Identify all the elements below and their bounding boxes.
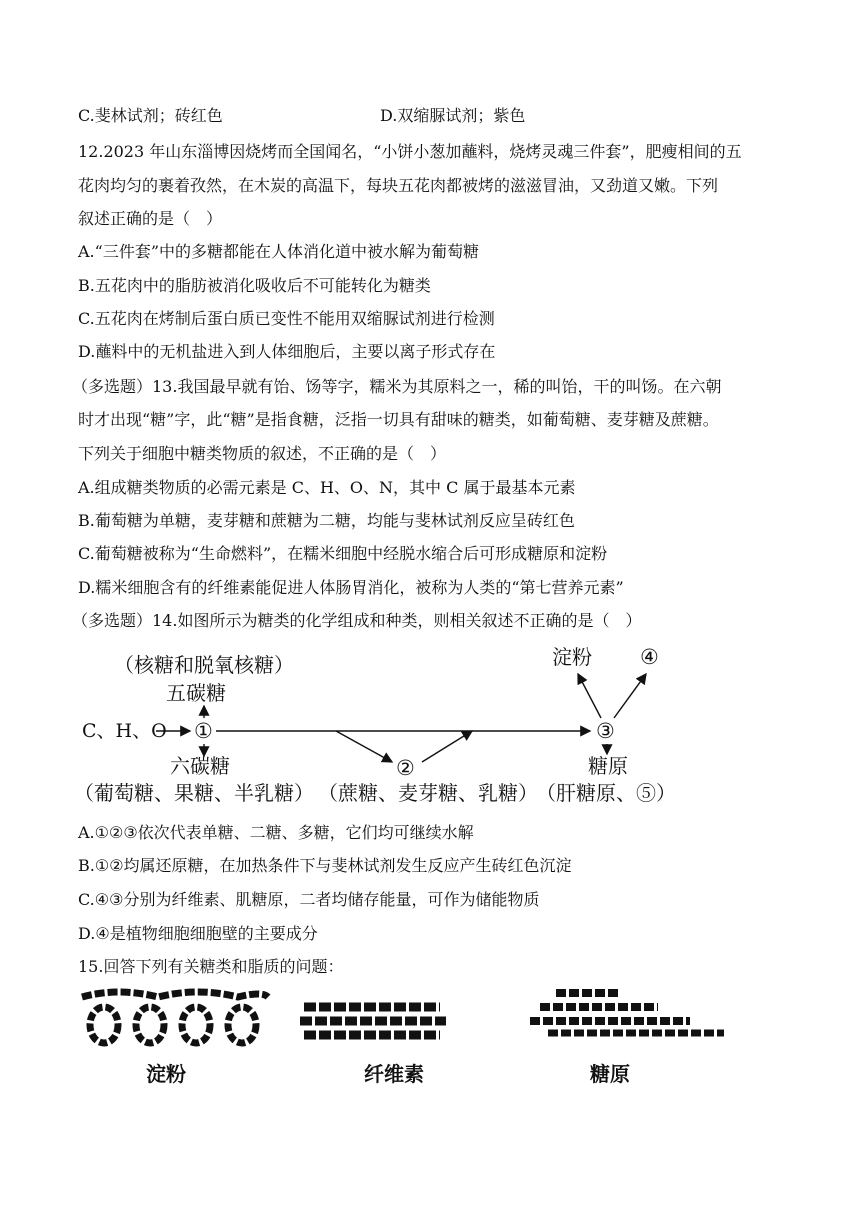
q14-stem: （多选题）14.如图所示为糖类的化学组成和种类，则相关叙述不正确的是（ ） <box>72 611 642 630</box>
glycogen-figure-label: 糖原 <box>590 1062 630 1086</box>
q12-stem-line-1: 12.2023 年山东淄博因烧烤而全国闻名，“小饼小葱加蘸料，烧烤灵魂三件套”，肥瘦相间的五 <box>78 142 742 161</box>
disaccharide-examples-label: （蔗糖、麦芽糖、乳糖） <box>318 781 538 805</box>
q13-option-d: D.糯米细胞含有的纤维素能促进人体肠胃消化，被称为人类的“第七营养元素” <box>78 578 624 597</box>
hexose-examples-label: （葡萄糖、果糖、半乳糖） <box>74 781 314 805</box>
q12-option-b: B.五花肉中的脂肪被消化吸收后不可能转化为糖类 <box>78 276 431 295</box>
pentose-label: 五碳糖 <box>166 681 226 705</box>
arrow-node2-to-main <box>422 731 472 762</box>
hexose-label: 六碳糖 <box>170 754 230 778</box>
q11-option-c: C.斐林试剂；砖红色 <box>78 106 223 125</box>
q13-option-b: B.葡萄糖为单糖，麦芽糖和蔗糖为二糖，均能与斐林试剂反应呈砖红色 <box>78 511 575 530</box>
cellulose-structure-drawing <box>300 1007 446 1035</box>
q14-option-c: C.④③分别为纤维素、肌糖原，二者均储存能量，可作为储能物质 <box>78 890 540 909</box>
glycogen-structure-drawing <box>530 993 724 1033</box>
q12-stem-line-2: 花肉均匀的裹着孜然，在木炭的高温下，每块五花肉都被烤的滋滋冒油，又劲道又嫩。下列 <box>78 176 719 195</box>
starch-figure-label: 淀粉 <box>146 1062 186 1086</box>
glycogen-examples-label: （肝糖原、⑤） <box>536 781 676 805</box>
q12-option-d: D.蘸料中的无机盐进入到人体细胞后，主要以离子形式存在 <box>78 342 496 361</box>
sugar-classification-diagram <box>74 640 714 815</box>
elements-label: C、H、O <box>82 720 167 742</box>
node-1: ① <box>194 719 213 743</box>
node-4: ④ <box>640 645 659 669</box>
polysaccharide-structure-figure <box>78 985 738 1090</box>
q13-stem-line-1: （多选题）13.我国最早就有饴、饧等字，糯米为其原料之一，稀的叫饴，干的叫饧。在六朝 <box>72 377 722 396</box>
q13-option-c: C.葡萄糖被称为“生命燃料”，在糯米细胞中经脱水缩合后可形成糖原和淀粉 <box>78 544 608 563</box>
node-2: ② <box>396 756 415 780</box>
q11-option-d: D.双缩脲试剂；紫色 <box>380 106 526 125</box>
starch-label: 淀粉 <box>552 645 592 669</box>
q12-option-c: C.五花肉在烤制后蛋白质已变性不能用双缩脲试剂进行检测 <box>78 309 495 328</box>
q14-option-a: A.①②③依次代表单糖、二糖、多糖，它们均可继续水解 <box>78 823 474 842</box>
arrow-to-node2 <box>336 731 392 762</box>
glycogen-label: 糖原 <box>588 754 628 778</box>
node-3: ③ <box>596 719 615 743</box>
q13-stem-line-2: 时才出现“糖”字，此“糖”是指食糖，泛指一切具有甜味的糖类，如葡萄糖、麦芽糖及蔗糖。 <box>78 410 719 429</box>
q14-option-d: D.④是植物细胞细胞壁的主要成分 <box>78 924 318 943</box>
pentose-examples-label: （核糖和脱氧核糖） <box>114 653 294 677</box>
q14-option-b: B.①②均属还原糖，在加热条件下与斐林试剂发生反应产生砖红色沉淀 <box>78 856 572 875</box>
starch-structure-drawing <box>82 992 268 1043</box>
cellulose-figure-label: 纤维素 <box>364 1062 424 1086</box>
q15-stem: 15.回答下列有关糖类和脂质的问题： <box>78 957 344 976</box>
q13-option-a: A.组成糖类物质的必需元素是 C、H、O、N，其中 C 属于最基本元素 <box>78 478 576 497</box>
arrow-to-starch <box>578 674 601 718</box>
q12-option-a: A.“三件套”中的多糖都能在人体消化道中被水解为葡萄糖 <box>78 242 480 261</box>
arrow-to-node4 <box>614 674 646 718</box>
q13-stem-line-3: 下列关于细胞中糖类物质的叙述，不正确的是（ ） <box>78 444 447 463</box>
q12-stem-line-3: 叙述正确的是（ ） <box>78 209 223 228</box>
